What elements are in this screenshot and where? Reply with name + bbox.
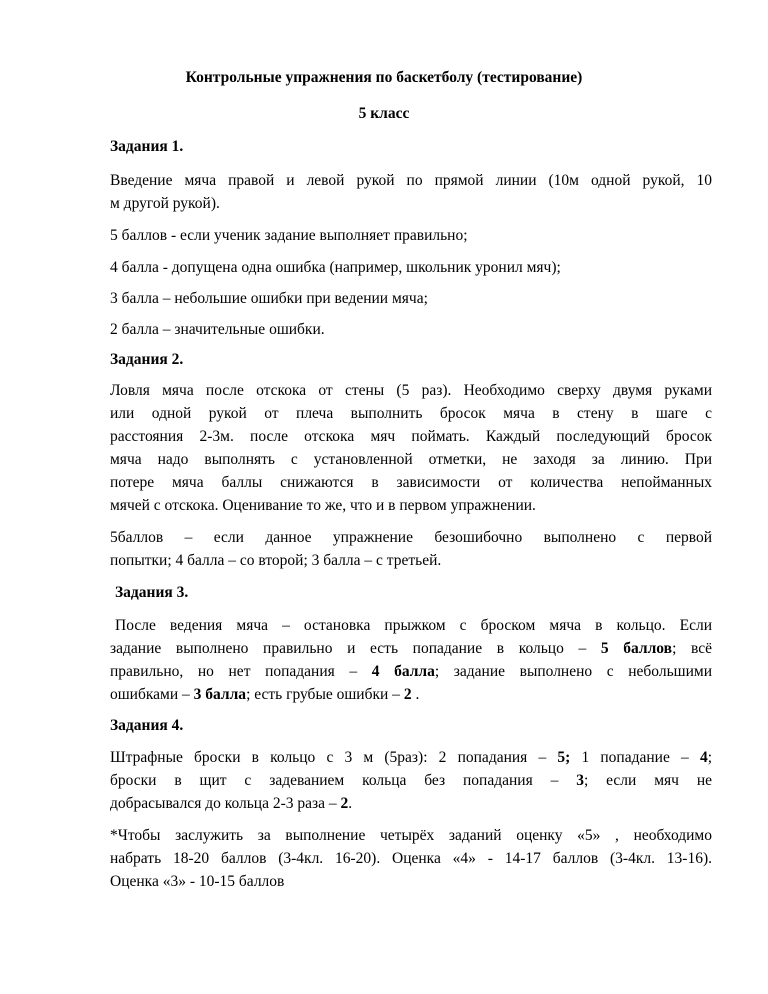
task-3-description-line <box>110 685 419 705</box>
text-run: ; есть грубые ошибки – <box>246 686 404 703</box>
text-run: ; всё <box>672 640 712 657</box>
score-value: 5 баллов <box>600 640 673 657</box>
score-value: 4 <box>699 749 708 766</box>
summary-note-line: Оценка «3» - 10-15 баллов <box>110 873 285 890</box>
text-run: броски в щит с задеванием кольца без попадания – <box>110 772 577 789</box>
task-2-description-line: потере мяча баллы снижаются в зависимости от количества непойманных <box>110 474 712 491</box>
text-run: задание выполнено правильно и есть попадание в кольцо – <box>110 640 601 657</box>
task-2-description-line: Ловля мяча после отскока от стены (5 раз). Необходимо сверху двумя руками <box>110 382 712 399</box>
task-4-description-line <box>110 771 712 791</box>
score-value: 3 балла <box>193 686 247 703</box>
text-run: правильно, но нет попадания – <box>110 663 372 680</box>
task-2-heading: Задания 2. <box>110 351 184 368</box>
task-4-description-line <box>110 794 352 814</box>
task-1-description-line: Введение мяча правой и левой рукой по прямой линии (10м одной рукой, 10 <box>110 172 712 189</box>
text-run: . <box>411 686 420 703</box>
summary-note-line: набрать 18-20 баллов (3-4кл. 16-20). Оценка «4» - 14-17 баллов (3-4кл. 13-16). <box>110 850 712 867</box>
task-1-heading: Задания 1. <box>110 138 184 155</box>
task-2-description-line: или одной рукой от плеча выполнить бросок мяча в стену в шаге с <box>110 405 712 422</box>
task-3-description-line: После ведения мяча – остановка прыжком с броском мяча в кольцо. Если <box>115 617 712 634</box>
summary-note-line: *Чтобы заслужить за выполнение четырёх заданий оценку «5» , необходимо <box>110 827 712 844</box>
score-value: 3 <box>576 772 584 789</box>
score-value: 4 балла <box>371 663 435 680</box>
task-2-scoring-line: попытки; 4 балла – со второй; 3 балла – с третьей. <box>110 552 442 569</box>
task-2-description-line: мячей с отскока. Оценивание то же, что и в первом упражнении. <box>110 497 536 514</box>
task-2-scoring-line: 5баллов – если данное упражнение безошибочно выполнено с первой <box>110 529 712 546</box>
text-run: ; если мяч не <box>583 772 712 789</box>
score-value: 5; <box>557 749 571 766</box>
document-title: Контрольные упражнения по баскетболу (тестирование) <box>185 69 583 86</box>
score-value: 2 <box>340 795 349 812</box>
task-4-description-line <box>110 748 712 768</box>
task-2-description-line: расстояния 2-3м. после отскока мяч поймать. Каждый последующий бросок <box>110 428 712 445</box>
text-run: ; <box>707 749 712 766</box>
text-run: добрасывался до кольца 2-3 раза – <box>110 795 341 812</box>
text-run: 1 попадание – <box>570 749 700 766</box>
task-3-heading: Задания 3. <box>115 584 189 601</box>
task-3-description-line <box>110 639 712 659</box>
task-4-heading: Задания 4. <box>110 717 184 734</box>
text-run: . <box>348 795 353 812</box>
task-1-score-3: 3 балла – небольшие ошибки при ведении мяча; <box>110 290 428 307</box>
task-1-description-line: м другой рукой). <box>110 195 220 212</box>
task-1-score-4: 4 балла - допущена одна ошибка (например, школьник уронил мяч); <box>110 259 561 276</box>
score-value: 2 <box>403 686 412 703</box>
task-1-score-5: 5 баллов - если ученик задание выполняет правильно; <box>110 227 468 244</box>
task-2-description-line: мяча надо выполнять с установленной отметки, не заходя за линию. При <box>110 451 712 468</box>
text-run: ошибками – <box>110 686 194 703</box>
text-run: Штрафные броски в кольцо с 3 м (5раз): 2 попадания – <box>110 749 558 766</box>
task-1-score-2: 2 балла – значительные ошибки. <box>110 321 325 338</box>
grade-label: 5 класс <box>358 105 410 122</box>
task-3-description-line <box>110 662 712 682</box>
text-run: ; задание выполнено с небольшими <box>434 663 712 680</box>
